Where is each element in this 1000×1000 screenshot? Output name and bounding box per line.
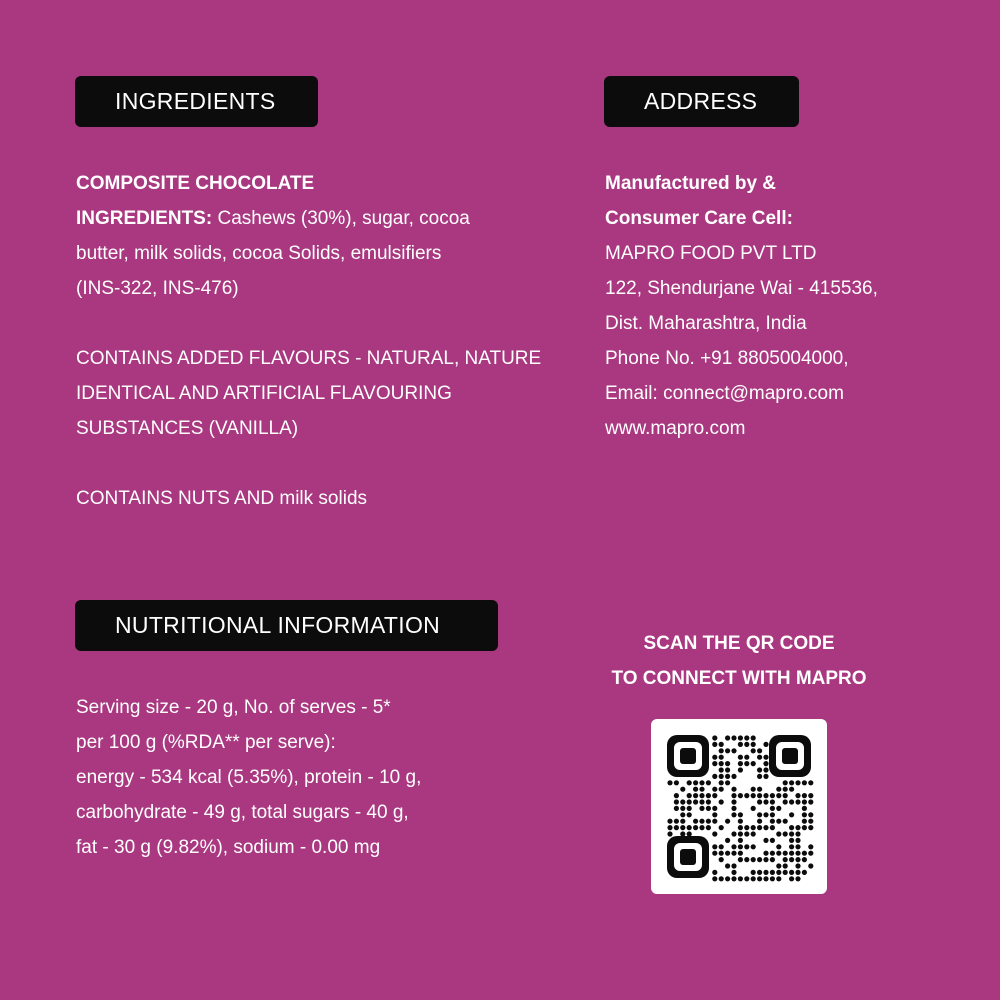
qr-dot xyxy=(776,851,781,856)
qr-dot xyxy=(744,793,749,798)
qr-dot xyxy=(751,806,756,811)
qr-dot xyxy=(744,857,749,862)
qr-dot xyxy=(776,787,781,792)
flavours-line-2: IDENTICAL AND ARTIFICIAL FLAVOURING xyxy=(76,383,452,404)
flavours-line-1: CONTAINS ADDED FLAVOURS - NATURAL, NATURE xyxy=(76,348,542,369)
qr-dot xyxy=(763,755,768,760)
qr-dot xyxy=(712,806,717,811)
qr-dot xyxy=(693,780,698,785)
qr-dot xyxy=(763,870,768,875)
qr-dot xyxy=(802,793,807,798)
qr-dot xyxy=(744,735,749,740)
qr-dot xyxy=(802,780,807,785)
qr-dot xyxy=(757,755,762,760)
qr-dot xyxy=(719,742,724,747)
qr-dot xyxy=(770,806,775,811)
qr-finder-top-left xyxy=(667,735,709,777)
qr-dot xyxy=(687,825,692,830)
qr-dot xyxy=(725,838,730,843)
qr-dot xyxy=(763,767,768,772)
qr-dot xyxy=(680,819,685,824)
qr-dot xyxy=(802,819,807,824)
qr-dot xyxy=(738,831,743,836)
qr-dot xyxy=(795,851,800,856)
qr-dot xyxy=(776,806,781,811)
qr-dot xyxy=(763,825,768,830)
qr-dot xyxy=(795,793,800,798)
qr-dot xyxy=(667,825,672,830)
qr-dot xyxy=(738,767,743,772)
qr-dot xyxy=(731,748,736,753)
qr-dot xyxy=(738,851,743,856)
qr-caption xyxy=(589,626,889,696)
qr-dot xyxy=(699,799,704,804)
qr-dot xyxy=(725,819,730,824)
qr-dot xyxy=(757,767,762,772)
qr-dot xyxy=(706,799,711,804)
ingredients-label: INGREDIENTS: xyxy=(76,208,213,229)
qr-dot xyxy=(680,831,685,836)
qr-dot xyxy=(770,857,775,862)
qr-dot xyxy=(802,812,807,817)
qr-dot xyxy=(808,780,813,785)
qr-dot xyxy=(680,812,685,817)
qr-dot xyxy=(693,799,698,804)
nutrition-line-1: Serving size - 20 g, No. of serves - 5* xyxy=(76,697,391,718)
qr-dot xyxy=(687,812,692,817)
qr-dot xyxy=(725,876,730,881)
qr-dot xyxy=(719,876,724,881)
qr-dot xyxy=(808,793,813,798)
ingredients-line-1: COMPOSITE CHOCOLATE xyxy=(76,173,315,194)
nutrition-line-3: energy - 534 kcal (5.35%), protein - 10 g, xyxy=(76,767,422,788)
qr-dot xyxy=(763,838,768,843)
qr-dot xyxy=(789,857,794,862)
qr-dot xyxy=(763,742,768,747)
qr-dot xyxy=(744,844,749,849)
qr-dot xyxy=(789,780,794,785)
qr-dot xyxy=(693,793,698,798)
qr-dot xyxy=(674,806,679,811)
address-line-website: www.mapro.com xyxy=(605,418,746,439)
qr-dot xyxy=(706,793,711,798)
qr-dot xyxy=(731,806,736,811)
qr-dot xyxy=(770,876,775,881)
qr-dot xyxy=(751,787,756,792)
qr-dot xyxy=(725,851,730,856)
qr-dot xyxy=(744,755,749,760)
qr-dot xyxy=(802,806,807,811)
qr-dot xyxy=(680,825,685,830)
qr-dot xyxy=(674,819,679,824)
qr-dot xyxy=(789,844,794,849)
qr-dot xyxy=(770,851,775,856)
qr-dot xyxy=(770,870,775,875)
qr-dot xyxy=(725,761,730,766)
qr-dot xyxy=(751,831,756,836)
address-line-company: MAPRO FOOD PVT LTD xyxy=(605,243,817,264)
address-block xyxy=(605,166,995,446)
qr-dot xyxy=(802,857,807,862)
qr-dot xyxy=(795,857,800,862)
qr-dot xyxy=(725,780,730,785)
qr-dot xyxy=(693,825,698,830)
qr-dot xyxy=(751,761,756,766)
address-line-street: 122, Shendurjane Wai - 415536, xyxy=(605,278,878,299)
qr-dot xyxy=(776,819,781,824)
qr-dot xyxy=(719,774,724,779)
qr-caption-line-2: TO CONNECT WITH MAPRO xyxy=(611,668,867,689)
qr-dot xyxy=(725,735,730,740)
qr-dot xyxy=(712,812,717,817)
qr-dot xyxy=(783,799,788,804)
qr-dot xyxy=(731,812,736,817)
qr-dot xyxy=(802,870,807,875)
qr-caption-line-1: SCAN THE QR CODE xyxy=(643,633,835,654)
nutrition-block xyxy=(76,690,586,865)
qr-dot xyxy=(783,787,788,792)
address-heading-text: ADDRESS xyxy=(644,88,758,114)
qr-dot xyxy=(789,825,794,830)
qr-dot xyxy=(795,844,800,849)
qr-dot xyxy=(693,819,698,824)
qr-dot xyxy=(738,876,743,881)
qr-dot xyxy=(751,742,756,747)
qr-dot xyxy=(712,761,717,766)
qr-dot xyxy=(706,780,711,785)
qr-dot xyxy=(770,838,775,843)
qr-dot xyxy=(731,851,736,856)
qr-dot xyxy=(712,735,717,740)
qr-dot xyxy=(795,870,800,875)
qr-dot xyxy=(757,748,762,753)
qr-dot xyxy=(719,857,724,862)
qr-dot xyxy=(731,863,736,868)
qr-dot xyxy=(776,831,781,836)
qr-dot xyxy=(738,793,743,798)
qr-dot xyxy=(667,819,672,824)
qr-dot xyxy=(757,787,762,792)
ingredients-line-4: (INS-322, INS-476) xyxy=(76,278,239,299)
qr-dot xyxy=(776,793,781,798)
qr-dot xyxy=(763,774,768,779)
nutrition-line-5: fat - 30 g (9.82%), sodium - 0.00 mg xyxy=(76,837,381,858)
qr-dot xyxy=(725,767,730,772)
qr-dot xyxy=(757,876,762,881)
nutrition-heading-text: NUTRITIONAL INFORMATION xyxy=(115,612,441,638)
qr-dot xyxy=(719,799,724,804)
qr-dot xyxy=(731,793,736,798)
qr-dot xyxy=(712,755,717,760)
qr-dot xyxy=(751,735,756,740)
qr-dot xyxy=(795,799,800,804)
qr-dot xyxy=(738,857,743,862)
qr-dot xyxy=(680,787,685,792)
qr-dot xyxy=(783,819,788,824)
qr-dot xyxy=(783,863,788,868)
qr-dot xyxy=(783,831,788,836)
qr-dot xyxy=(757,799,762,804)
qr-dot xyxy=(751,825,756,830)
qr-dot xyxy=(789,787,794,792)
qr-dot xyxy=(776,876,781,881)
qr-dot xyxy=(693,787,698,792)
qr-dot xyxy=(776,870,781,875)
qr-dot xyxy=(770,812,775,817)
qr-dot xyxy=(712,793,717,798)
qr-dot xyxy=(802,825,807,830)
qr-dot xyxy=(751,870,756,875)
qr-dot xyxy=(687,793,692,798)
qr-dot xyxy=(725,748,730,753)
qr-dot xyxy=(712,819,717,824)
address-bold-line-2: Consumer Care Cell: xyxy=(605,208,793,229)
qr-dot xyxy=(789,799,794,804)
qr-dot xyxy=(699,819,704,824)
qr-dot xyxy=(738,812,743,817)
qr-dot xyxy=(719,844,724,849)
qr-code-icon xyxy=(651,719,827,894)
qr-dot xyxy=(719,780,724,785)
qr-dot xyxy=(751,793,756,798)
qr-dot xyxy=(763,812,768,817)
qr-dot xyxy=(744,825,749,830)
qr-dot xyxy=(783,857,788,862)
qr-dot xyxy=(808,851,813,856)
address-bold-line-1: Manufactured by & xyxy=(605,173,777,194)
qr-dot xyxy=(719,767,724,772)
qr-dot xyxy=(770,793,775,798)
qr-dot xyxy=(763,799,768,804)
qr-dot xyxy=(738,825,743,830)
qr-dot xyxy=(699,825,704,830)
qr-dot xyxy=(712,742,717,747)
qr-dot xyxy=(738,844,743,849)
qr-dot xyxy=(706,806,711,811)
qr-dot xyxy=(783,793,788,798)
qr-dot xyxy=(783,851,788,856)
qr-dot xyxy=(687,831,692,836)
qr-dot xyxy=(770,799,775,804)
qr-dot xyxy=(763,761,768,766)
ingredients-line-3: butter, milk solids, cocoa Solids, emulsifiers xyxy=(76,243,442,264)
ingredients-block xyxy=(76,166,586,516)
qr-dot xyxy=(738,838,743,843)
nutrition-line-4: carbohydrate - 49 g, total sugars - 40 g, xyxy=(76,802,409,823)
qr-dot xyxy=(789,838,794,843)
qr-dot xyxy=(712,870,717,875)
qr-dot xyxy=(719,755,724,760)
qr-dot xyxy=(738,735,743,740)
qr-dot xyxy=(808,825,813,830)
qr-dot xyxy=(667,780,672,785)
qr-dot xyxy=(763,876,768,881)
qr-dot xyxy=(751,844,756,849)
qr-dot xyxy=(757,774,762,779)
qr-finder-bottom-left xyxy=(667,836,709,878)
qr-dot xyxy=(712,787,717,792)
qr-dot xyxy=(770,819,775,824)
qr-dot xyxy=(674,793,679,798)
qr-dot xyxy=(795,825,800,830)
qr-dot xyxy=(731,735,736,740)
qr-dot xyxy=(789,831,794,836)
qr-dot xyxy=(751,857,756,862)
qr-dot xyxy=(757,870,762,875)
nutrition-line-2: per 100 g (%RDA** per serve): xyxy=(76,732,336,753)
qr-dot xyxy=(725,774,730,779)
qr-dot xyxy=(763,793,768,798)
allergen-line: CONTAINS NUTS AND milk solids xyxy=(76,488,368,509)
qr-dot xyxy=(795,863,800,868)
qr-dot xyxy=(744,742,749,747)
qr-dot xyxy=(744,761,749,766)
qr-dot xyxy=(770,825,775,830)
ingredients-line-2-rest: Cashews (30%), sugar, cocoa xyxy=(212,208,470,229)
qr-dot xyxy=(757,819,762,824)
qr-dot xyxy=(783,780,788,785)
address-line-phone: Phone No. +91 8805004000, xyxy=(605,348,849,369)
qr-dot xyxy=(731,876,736,881)
qr-dot xyxy=(744,876,749,881)
qr-dot xyxy=(744,831,749,836)
qr-dot xyxy=(731,774,736,779)
qr-dot xyxy=(725,863,730,868)
qr-finder-top-right xyxy=(769,735,811,777)
qr-dot xyxy=(802,799,807,804)
qr-dot xyxy=(795,831,800,836)
qr-dot xyxy=(757,793,762,798)
qr-dot xyxy=(680,799,685,804)
qr-dot xyxy=(731,831,736,836)
qr-dot xyxy=(712,844,717,849)
qr-dot xyxy=(751,876,756,881)
qr-dot xyxy=(687,799,692,804)
qr-dot xyxy=(699,793,704,798)
qr-dot xyxy=(808,799,813,804)
qr-dot xyxy=(687,806,692,811)
qr-dot xyxy=(712,876,717,881)
ingredients-heading-text: INGREDIENTS xyxy=(115,88,276,114)
qr-dot xyxy=(783,870,788,875)
qr-dot xyxy=(719,761,724,766)
qr-dot xyxy=(674,825,679,830)
qr-dot xyxy=(795,780,800,785)
qr-dot xyxy=(674,799,679,804)
qr-dot xyxy=(757,812,762,817)
qr-dot xyxy=(776,863,781,868)
qr-dot xyxy=(699,806,704,811)
qr-dot xyxy=(776,844,781,849)
qr-dot xyxy=(731,787,736,792)
qr-dot xyxy=(712,774,717,779)
ingredients-line-2 xyxy=(76,201,586,236)
qr-dot xyxy=(699,780,704,785)
qr-dot xyxy=(757,825,762,830)
qr-dot xyxy=(808,844,813,849)
qr-dot xyxy=(674,780,679,785)
qr-dot xyxy=(763,857,768,862)
qr-dot xyxy=(731,870,736,875)
ingredients-heading xyxy=(75,76,318,127)
address-line-email: Email: connect@mapro.com xyxy=(605,383,844,404)
qr-dot xyxy=(808,863,813,868)
qr-dot xyxy=(719,851,724,856)
address-line-district: Dist. Maharashtra, India xyxy=(605,313,807,334)
qr-dot xyxy=(763,851,768,856)
qr-dot xyxy=(731,799,736,804)
qr-dot xyxy=(751,748,756,753)
address-heading xyxy=(604,76,799,127)
qr-dot xyxy=(738,742,743,747)
qr-dot xyxy=(789,870,794,875)
qr-dot xyxy=(738,761,743,766)
qr-dot xyxy=(719,748,724,753)
qr-dot xyxy=(789,851,794,856)
qr-dot xyxy=(795,876,800,881)
qr-code-card[interactable] xyxy=(651,719,827,894)
qr-dot xyxy=(738,755,743,760)
qr-dot xyxy=(719,787,724,792)
qr-dot xyxy=(719,825,724,830)
qr-dot xyxy=(738,819,743,824)
qr-dot xyxy=(789,812,794,817)
qr-dot xyxy=(667,831,672,836)
qr-dot xyxy=(687,780,692,785)
qr-dot xyxy=(808,812,813,817)
qr-dot xyxy=(757,857,762,862)
qr-dot xyxy=(789,876,794,881)
qr-dot xyxy=(802,851,807,856)
qr-dot xyxy=(699,787,704,792)
qr-dot xyxy=(706,819,711,824)
qr-dot xyxy=(706,825,711,830)
qr-dot xyxy=(712,851,717,856)
flavours-line-3: SUBSTANCES (VANILLA) xyxy=(76,418,299,439)
qr-dot xyxy=(731,844,736,849)
qr-dot xyxy=(795,838,800,843)
qr-dot xyxy=(808,819,813,824)
qr-dot xyxy=(712,831,717,836)
nutrition-heading xyxy=(75,600,498,651)
qr-dot xyxy=(680,806,685,811)
